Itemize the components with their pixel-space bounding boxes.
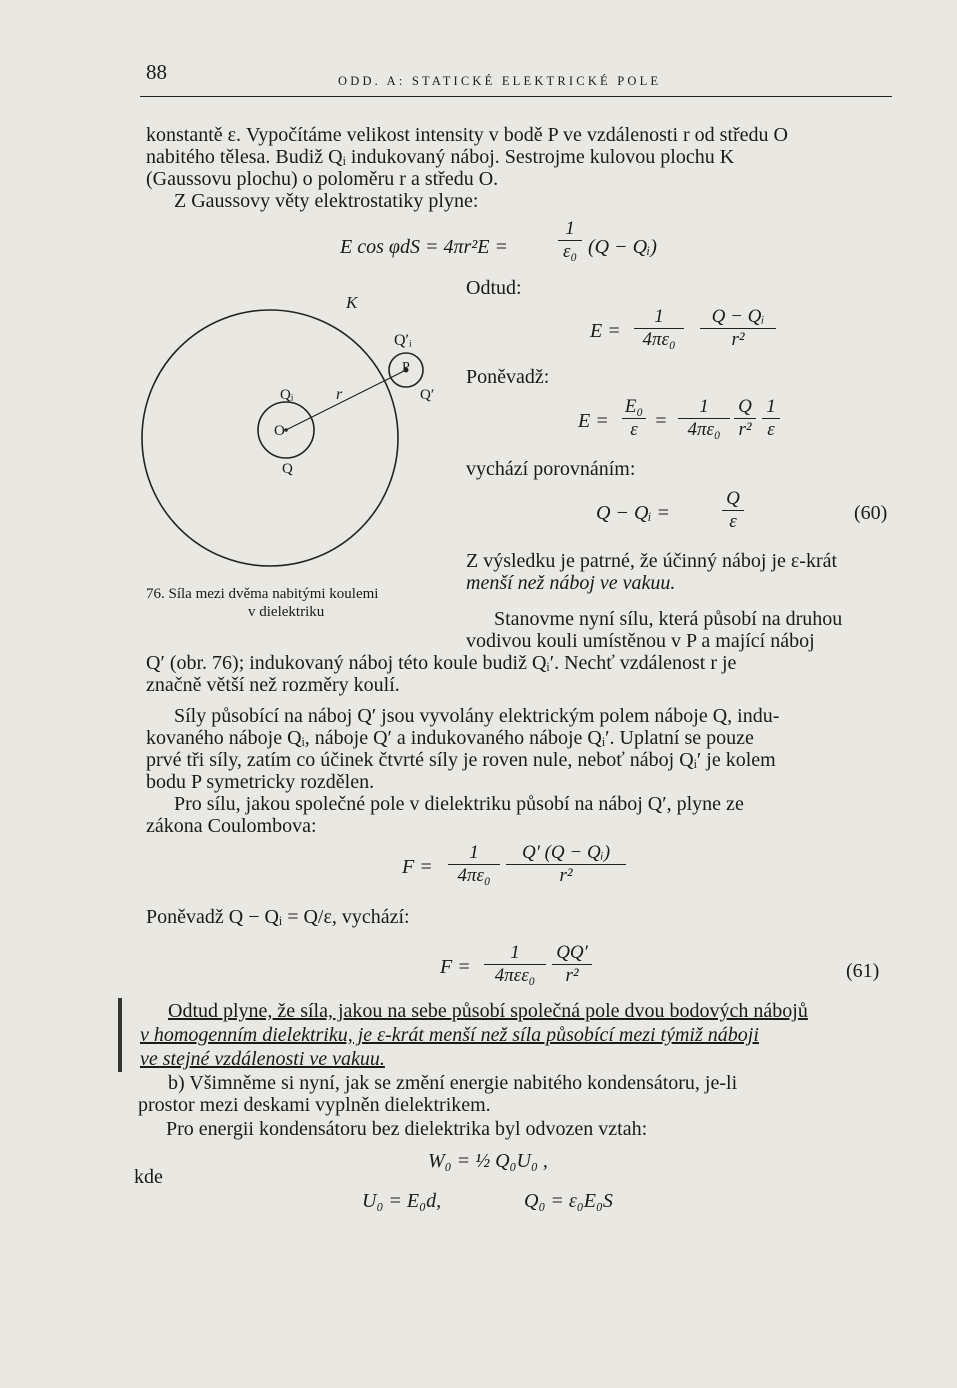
denominator: 4πεε₀ [494, 965, 536, 986]
equation-u0: U₀ = E₀d, [362, 1190, 442, 1212]
fraction [734, 396, 756, 441]
text-vychazi: vychází porovnáním: [466, 458, 636, 480]
fraction [634, 306, 684, 351]
margin-mark [118, 998, 122, 1072]
figure-caption: v dielektriku [248, 604, 325, 620]
fraction [506, 842, 626, 887]
fraction [700, 306, 776, 351]
label-O: O [274, 423, 285, 439]
denominator: 4πε₀ [687, 419, 721, 440]
text-line: konstantě ε. Vypočítáme velikost intensity v bodě P ve vzdálenosti r od středu O [146, 124, 788, 146]
text-line: (Gaussovu plochu) o poloměru r a středu O. [146, 168, 499, 190]
figure-76 [140, 288, 460, 588]
text-ponevadz: Poněvadž: [466, 366, 550, 388]
denominator: 4πε₀ [642, 329, 676, 350]
denominator: 4πε₀ [457, 865, 491, 886]
label-r: r [336, 386, 343, 403]
denominator: ε [767, 419, 775, 440]
text-line: Z Gaussovy věty elektrostatiky plyne: [174, 190, 479, 212]
numerator: QQ′ [552, 942, 592, 965]
text-line: Pro energii kondensátoru bez dielektrika byl odvozen vztah: [166, 1118, 648, 1140]
numerator: 1 [484, 942, 546, 965]
equation-gauss-left: E cos φdS = 4πr²E = [340, 236, 508, 258]
text-line: Q′ (obr. 76); indukovaný náboj této koule budiž Qᵢ′. Nechť vzdálenost r je [146, 652, 737, 674]
numerator: 1 [448, 842, 500, 865]
text-line: menší než náboj ve vakuu. [466, 572, 676, 594]
text-line: prostor mezi deskami vyplněn dielektrikem. [138, 1094, 491, 1116]
fraction [722, 488, 744, 533]
header-rule [140, 96, 892, 97]
fraction [678, 396, 730, 441]
equation-60-left: Q − Qᵢ = [596, 502, 671, 524]
gaussian-sphere-K [142, 310, 398, 566]
text-kde: kde [134, 1166, 163, 1188]
equation-e2-left: E = [578, 410, 609, 432]
text-line: značně větší než rozměry koulí. [146, 674, 400, 696]
numerator: E₀ [622, 396, 646, 419]
label-Qi: Qᵢ [280, 387, 294, 403]
fraction [558, 218, 582, 263]
text-line: vodivou kouli umístěnou v P a mající náboj [466, 630, 815, 652]
numerator: Q′ (Q − Qᵢ) [506, 842, 626, 865]
text-line: Pro sílu, jakou společné pole v dielektriku působí na náboj Q′, plyne ze [174, 793, 744, 815]
text-line: bodu P symetricky rozdělen. [146, 771, 375, 793]
fraction [484, 942, 546, 987]
text-odtud: Odtud: [466, 277, 522, 299]
denominator: ε [630, 419, 638, 440]
label-Q: Q [282, 461, 293, 477]
equation-f1-left: F = [402, 856, 433, 878]
equation-e1-left: E = [590, 320, 621, 342]
text-line: nabitého tělesa. Budiž Qᵢ indukovaný náboj. Sestrojme kulovou plochu K [146, 146, 735, 168]
equals-sign: = [654, 410, 668, 432]
denominator: ε₀ [562, 241, 578, 262]
numerator: 1 [634, 306, 684, 329]
numerator: Q [722, 488, 744, 511]
page-number: 88 [146, 60, 167, 84]
text-line: zákona Coulombova: [146, 815, 317, 837]
text-line: v homogenním dielektriku, je ε-krát menší než síla působící mezi týmiž náboji [140, 1024, 759, 1046]
fraction [552, 942, 592, 987]
fraction [622, 396, 646, 441]
running-head: ODD. A: STATICKÉ ELEKTRICKÉ POLE [338, 74, 662, 88]
equation-f2-left: F = [440, 956, 471, 978]
equation-number: (60) [854, 502, 888, 524]
equation-gauss-right: (Q − Qᵢ) [588, 236, 657, 258]
text-line: Síly působící na náboj Q′ jsou vyvolány elektrickým polem náboje Q, indu- [174, 705, 780, 727]
fraction [448, 842, 500, 887]
denominator: r² [565, 965, 579, 986]
equation-q0: Q₀ = ε₀E₀S [524, 1190, 613, 1212]
equation-w0: W₀ = ½ Q₀U₀ , [428, 1150, 548, 1172]
fraction [762, 396, 780, 441]
text-line: Odtud plyne, že síla, jakou na sebe působí společná pole dvou bodových nábojů [168, 1000, 808, 1022]
numerator: 1 [678, 396, 730, 419]
denominator: r² [738, 419, 752, 440]
denominator: ε [729, 511, 737, 532]
figure-caption: 76. Síla mezi dvěma nabitými koulemi [146, 586, 379, 602]
text-line: ve stejné vzdálenosti ve vakuu. [140, 1048, 385, 1070]
label-K: K [346, 293, 358, 312]
numerator: Q − Qᵢ [700, 306, 776, 329]
label-Qi-prime: Q′ᵢ [394, 332, 412, 349]
equation-number: (61) [846, 960, 880, 982]
text-line: Stanovme nyní sílu, která působí na druhou [494, 608, 843, 630]
radius-r [286, 370, 406, 430]
label-Q-prime: Q′ [420, 387, 435, 403]
label-P: P [402, 360, 410, 375]
text-line: Z výsledku je patrné, že účinný náboj je ε-krát [466, 550, 838, 572]
denominator: r² [559, 865, 573, 886]
text-line: Poněvadž Q − Qᵢ = Q/ε, vychází: [146, 906, 410, 928]
numerator: Q [734, 396, 756, 419]
numerator: 1 [762, 396, 780, 419]
text-line: kovaného náboje Qᵢ, náboje Q′ a indukovaného náboje Qᵢ′. Uplatní se pouze [146, 727, 754, 749]
text-line: b) Všimněme si nyní, jak se změní energie nabitého kondensátoru, je-li [168, 1072, 738, 1094]
denominator: r² [731, 329, 745, 350]
numerator: 1 [558, 218, 582, 241]
text-line: prvé tři síly, zatím co účinek čtvrté síly je roven nule, neboť náboj Qᵢ′ je kolem [146, 749, 776, 771]
